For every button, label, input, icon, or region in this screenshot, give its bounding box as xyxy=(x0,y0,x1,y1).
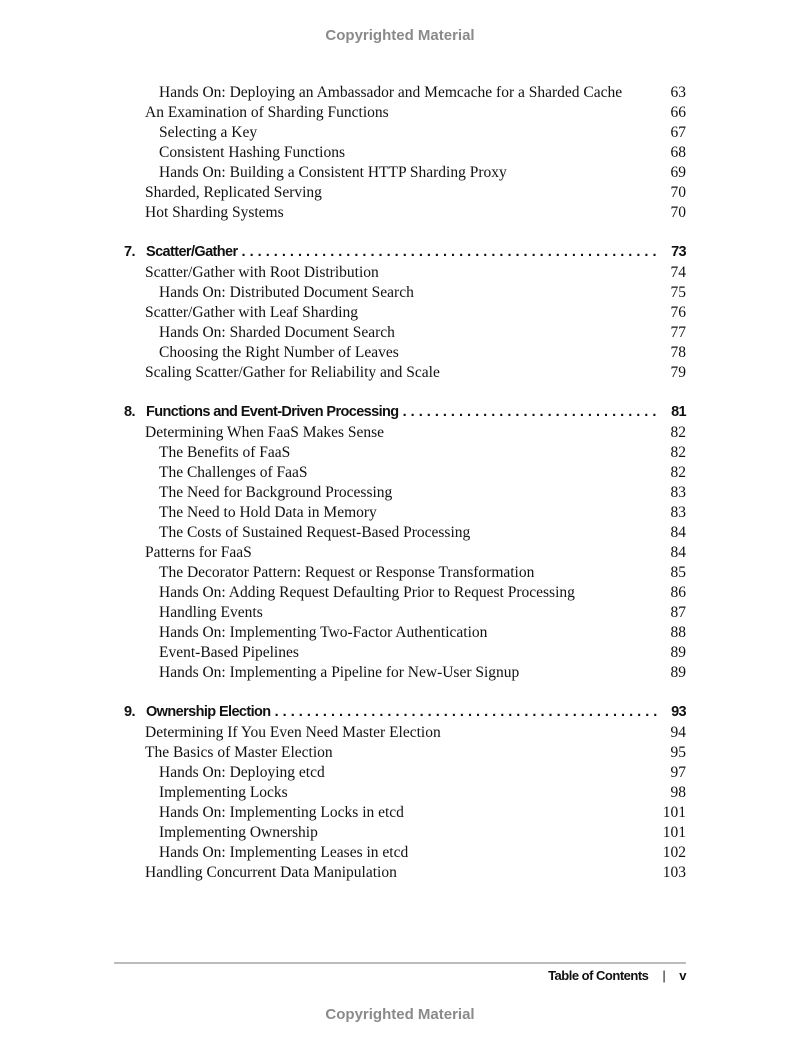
page-number: 86 xyxy=(670,584,686,601)
page-number: 101 xyxy=(662,824,686,841)
entry-title: Sharded, Replicated Serving xyxy=(145,184,322,201)
chapter-title: Scatter/Gather . . . xyxy=(146,242,660,262)
toc-chapter-entry xyxy=(0,242,800,262)
table-of-contents xyxy=(0,83,800,883)
toc-subsection-entry xyxy=(0,463,800,483)
toc-subsection-entry xyxy=(0,143,800,163)
toc-section-entry xyxy=(0,543,800,563)
page-number: 79 xyxy=(670,364,686,381)
page-number: 67 xyxy=(670,124,686,141)
footer-rule xyxy=(114,962,686,964)
chapter-number: 9. xyxy=(124,704,135,720)
footer-section-title: Table of Contents xyxy=(548,968,649,983)
entry-title: Event-Based Pipelines xyxy=(159,644,299,661)
toc-subsection-entry xyxy=(0,503,800,523)
page-number: 73 xyxy=(671,244,686,260)
entry-title: Consistent Hashing Functions xyxy=(159,144,346,161)
entry-title: Hands On: Adding Request Defaulting Prior to Request Processing xyxy=(159,584,575,601)
entry-title: Implementing Locks xyxy=(159,784,288,801)
entry-title: Scatter/Gather with Leaf Sharding xyxy=(145,304,359,321)
entry-title: The Need to Hold Data in Memory xyxy=(159,504,377,521)
entry-title: Hands On: Implementing Locks in etcd xyxy=(159,804,404,821)
page-number: 75 xyxy=(670,284,686,301)
page-number: 83 xyxy=(670,484,686,501)
copyright-watermark-bottom: Copyrighted Material xyxy=(325,1006,475,1023)
toc-subsection-entry xyxy=(0,783,800,803)
chapter-number: 8. xyxy=(124,404,135,420)
page-number: 97 xyxy=(670,764,686,781)
entry-title: Hands On: Distributed Document Search xyxy=(159,284,414,301)
entry-title: The Decorator Pattern: Request or Response Transformation xyxy=(159,564,535,581)
entry-title: Implementing Ownership xyxy=(159,824,318,841)
page-number: 94 xyxy=(670,724,686,741)
toc-section-entry xyxy=(0,423,800,443)
entry-title: The Basics of Master Election xyxy=(145,744,333,761)
toc-subsection-entry xyxy=(0,803,800,823)
toc-subsection-entry xyxy=(0,443,800,463)
page-number: 63 xyxy=(670,84,686,101)
toc-subsection-entry xyxy=(0,823,800,843)
page-number: 87 xyxy=(670,604,686,621)
page-number: 70 xyxy=(670,184,686,201)
toc-chapter-entry xyxy=(0,402,800,422)
page-number: 85 xyxy=(670,564,686,581)
toc-section-entry xyxy=(0,723,800,743)
page-number: 84 xyxy=(670,544,686,561)
page-number: 89 xyxy=(670,644,686,661)
entry-title: Hands On: Deploying an Ambassador and Memcache for a Sharded Cache xyxy=(159,84,623,101)
toc-section-entry xyxy=(0,743,800,763)
toc-subsection-entry xyxy=(0,123,800,143)
page-footer xyxy=(548,968,686,983)
entry-title: The Challenges of FaaS xyxy=(159,464,308,481)
page-number: 74 xyxy=(670,264,686,281)
entry-title: Determining When FaaS Makes Sense xyxy=(145,424,385,441)
toc-section-entry xyxy=(0,103,800,123)
toc-subsection-entry xyxy=(0,83,800,103)
entry-title: The Benefits of FaaS xyxy=(159,444,291,461)
page-number: 68 xyxy=(670,144,686,161)
toc-subsection-entry xyxy=(0,623,800,643)
toc-subsection-entry xyxy=(0,663,800,683)
entry-title: Patterns for FaaS xyxy=(145,544,252,561)
page-number: 77 xyxy=(670,324,686,341)
page-number: 81 xyxy=(671,404,686,420)
page-number: 78 xyxy=(670,344,686,361)
toc-subsection-entry xyxy=(0,643,800,663)
entry-title: Hands On: Deploying etcd xyxy=(159,764,325,781)
page-number: 69 xyxy=(670,164,686,181)
page-number: 76 xyxy=(670,304,686,321)
toc-subsection-entry xyxy=(0,523,800,543)
entry-title: Handling Concurrent Data Manipulation xyxy=(145,864,397,881)
chapter-number: 7. xyxy=(124,244,135,260)
page-number: 103 xyxy=(662,864,686,881)
toc-section-entry xyxy=(0,203,800,223)
toc-subsection-entry xyxy=(0,563,800,583)
entry-title: Hands On: Implementing a Pipeline for New-User Signup xyxy=(159,664,520,681)
entry-title: Hands On: Building a Consistent HTTP Sharding Proxy xyxy=(159,164,507,181)
entry-title: Handling Events xyxy=(159,604,263,621)
entry-title: Selecting a Key xyxy=(159,124,258,141)
page-number: 88 xyxy=(670,624,686,641)
toc-section-entry xyxy=(0,863,800,883)
toc-section-entry xyxy=(0,263,800,283)
toc-subsection-entry xyxy=(0,323,800,343)
chapter-title: Functions and Event-Driven Processing . . . xyxy=(146,402,660,422)
entry-title: Determining If You Even Need Master Election xyxy=(145,724,441,741)
entry-title: An Examination of Sharding Functions xyxy=(145,104,389,121)
toc-section-entry xyxy=(0,303,800,323)
toc-subsection-entry xyxy=(0,583,800,603)
toc-subsection-entry xyxy=(0,763,800,783)
page-number: 82 xyxy=(670,424,686,441)
entry-title: Choosing the Right Number of Leaves xyxy=(159,344,399,361)
page-number: 102 xyxy=(662,844,686,861)
toc-section-entry xyxy=(0,183,800,203)
toc-subsection-entry xyxy=(0,483,800,503)
entry-title: The Need for Background Processing xyxy=(159,484,393,501)
page-number: 66 xyxy=(670,104,686,121)
entry-title: The Costs of Sustained Request-Based Processing xyxy=(159,524,471,541)
page-number: 93 xyxy=(671,704,686,720)
page-number: 98 xyxy=(670,784,686,801)
toc-subsection-entry xyxy=(0,603,800,623)
chapter-title: Ownership Election . . . xyxy=(146,702,660,722)
toc-subsection-entry xyxy=(0,843,800,863)
copyright-watermark-top: Copyrighted Material xyxy=(325,27,475,44)
toc-chapter-entry xyxy=(0,702,800,722)
entry-title: Hands On: Sharded Document Search xyxy=(159,324,395,341)
page-number: 82 xyxy=(670,464,686,481)
toc-subsection-entry xyxy=(0,343,800,363)
page-number: 83 xyxy=(670,504,686,521)
toc-section-entry xyxy=(0,363,800,383)
page-number: 82 xyxy=(670,444,686,461)
toc-subsection-entry xyxy=(0,283,800,303)
page-number: 84 xyxy=(670,524,686,541)
page-number: 70 xyxy=(670,204,686,221)
entry-title: Hot Sharding Systems xyxy=(145,204,284,221)
page-number: 101 xyxy=(662,804,686,821)
entry-title: Hands On: Implementing Leases in etcd xyxy=(159,844,409,861)
entry-title: Hands On: Implementing Two-Factor Authentication xyxy=(159,624,488,641)
page-number: 95 xyxy=(670,744,686,761)
footer-page-number: v xyxy=(679,968,686,983)
footer-separator: | xyxy=(662,968,666,983)
entry-title: Scatter/Gather with Root Distribution xyxy=(145,264,379,281)
toc-subsection-entry xyxy=(0,163,800,183)
entry-title: Scaling Scatter/Gather for Reliability and Scale xyxy=(145,364,440,381)
page-number: 89 xyxy=(670,664,686,681)
